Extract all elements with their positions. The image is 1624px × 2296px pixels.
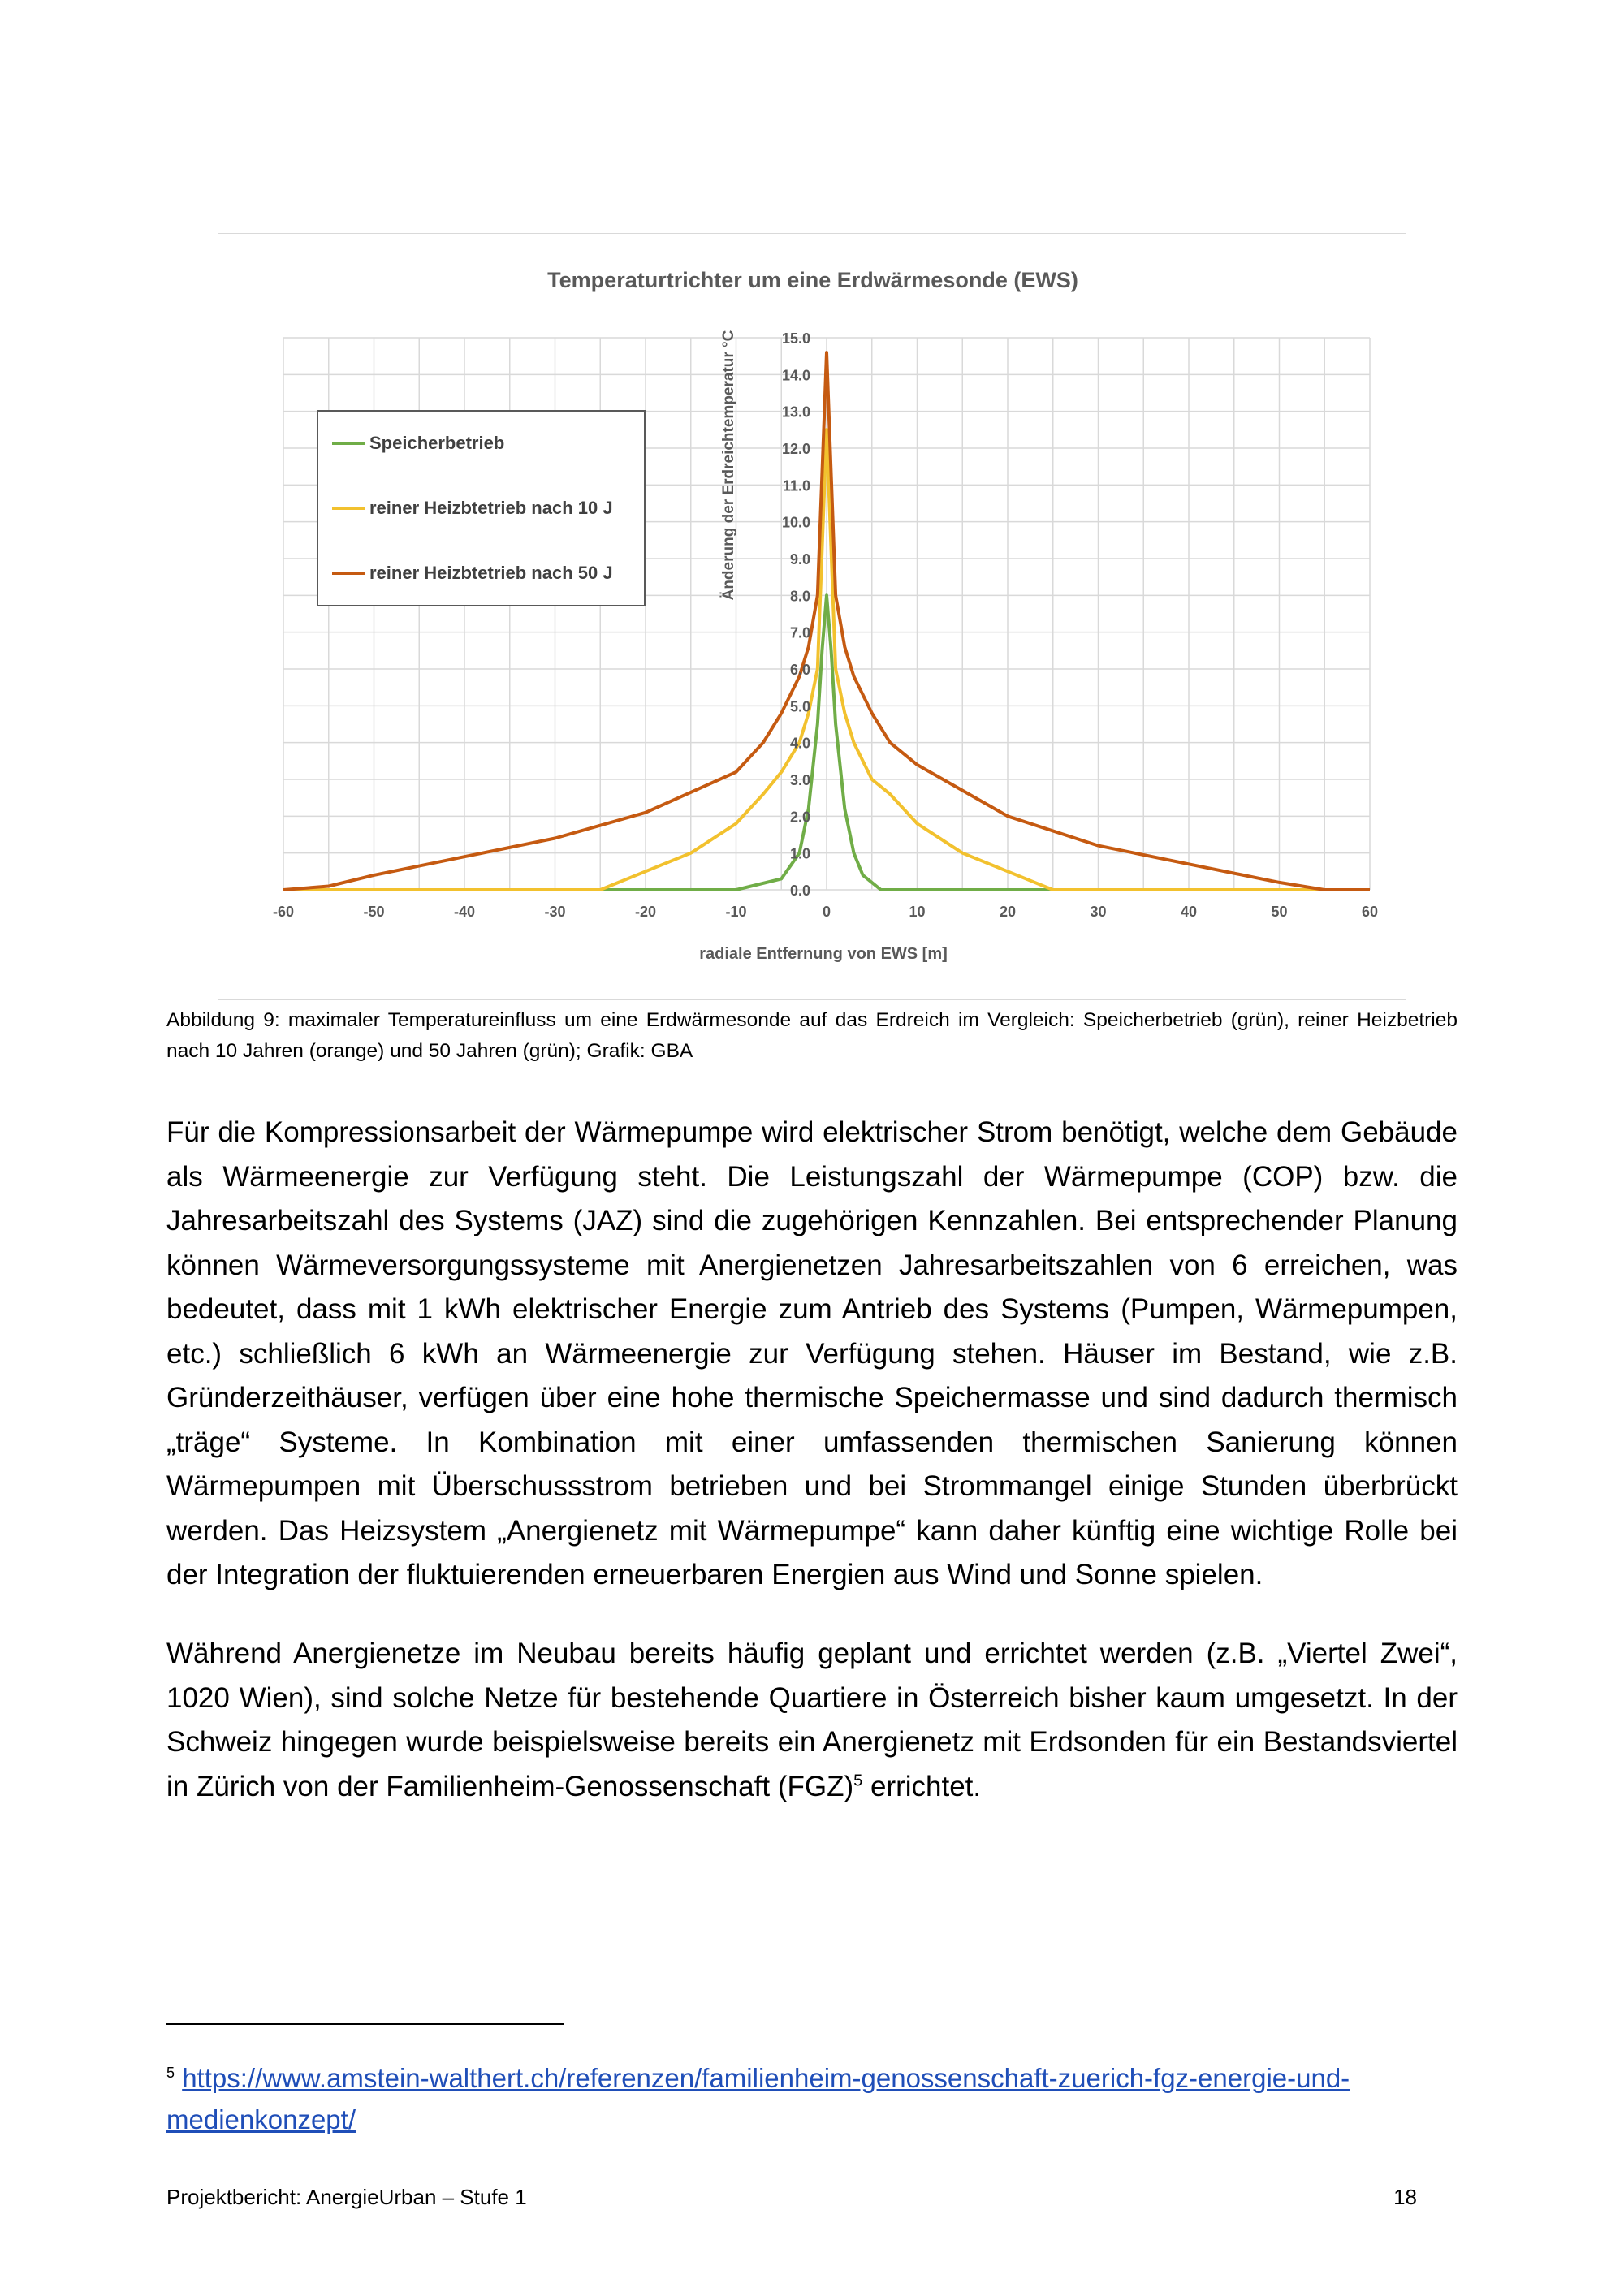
- legend-label-speicherbetrieb: Speicherbetrieb: [369, 433, 505, 453]
- y-tick-label: 10.0: [781, 514, 810, 531]
- footnote-link[interactable]: https://www.amstein-walthert.ch/referenzen/familienheim-genossenschaft-zuerich-fgz-energie-und-medienkonzept/: [166, 2063, 1350, 2134]
- y-tick-label: 2.0: [789, 809, 810, 826]
- x-tick-label: -40: [453, 904, 476, 920]
- x-tick-label: 10: [909, 904, 926, 920]
- page-footer: [166, 2182, 1417, 2212]
- x-tick-label: 40: [1180, 904, 1198, 920]
- footnote-separator: [166, 2023, 564, 2025]
- y-tick-label: 7.0: [789, 624, 810, 641]
- y-axis-label: Änderung der Erdreichtemperatur °C: [720, 330, 737, 601]
- y-tick-label: 14.0: [781, 367, 810, 384]
- chart-figure: [218, 233, 1406, 1000]
- y-tick-label: 12.0: [781, 441, 810, 457]
- x-tick-label: -50: [363, 904, 385, 920]
- x-tick-label: 50: [1271, 904, 1288, 920]
- figure-caption: Abbildung 9: maximaler Temperatureinfluss um eine Erdwärmesonde auf das Erdreich im Vergleich: Speicherbetrieb (grün), reiner Heizbetrieb nach 10 Jahren (orange) und 50 Jahren (grün); Grafik: GBA: [166, 1009, 1458, 1062]
- chart-legend: [317, 411, 645, 606]
- chart-title: Temperaturtrichter um eine Erdwärmesonde (EWS): [547, 268, 1078, 292]
- x-tick-label: -10: [725, 904, 747, 920]
- y-tick-label: 3.0: [789, 772, 810, 788]
- body-paragraph-2-tail: errichtet.: [862, 1770, 982, 1802]
- y-tick-label: 9.0: [789, 551, 810, 568]
- y-tick-label: 1.0: [789, 845, 810, 862]
- y-tick-label: 0.0: [789, 883, 810, 899]
- x-tick-label: -20: [634, 904, 657, 920]
- y-tick-label: 11.0: [782, 477, 810, 494]
- x-tick-label: -60: [272, 904, 295, 920]
- legend-label-heizbetrieb-10j: reiner Heizbtetrieb nach 10 J: [369, 498, 613, 518]
- footnote-reference: 5: [853, 1771, 863, 1789]
- legend-label-heizbetrieb-50j: reiner Heizbtetrieb nach 50 J: [369, 563, 613, 583]
- y-tick-label: 4.0: [789, 735, 810, 752]
- x-tick-label: 0: [822, 904, 831, 920]
- y-tick-label: 13.0: [781, 404, 810, 421]
- y-tick-label: 5.0: [789, 698, 810, 715]
- page-number: 18: [1393, 2185, 1417, 2209]
- x-tick-label: 30: [1090, 904, 1107, 920]
- footnote-number: 5: [166, 2065, 175, 2081]
- footer-report-title: Projektbericht: AnergieUrban – Stufe 1: [166, 2185, 527, 2209]
- x-tick-label: 60: [1361, 904, 1379, 920]
- body-paragraph-2: [166, 1632, 1458, 1809]
- y-tick-label: 8.0: [789, 588, 810, 605]
- x-axis-label: radiale Entfernung von EWS [m]: [699, 945, 948, 963]
- body-paragraph-2-text: Während Anergienetze im Neubau bereits häufig geplant und errichtet werden (z.B. „Viertel Zwei“, 1020 Wien), sind solche Netze für bestehende Quartiere in Österreich bisher kaum umgesetzt. In der Schweiz hingegen wurde beispielsweise bereits ein Anergienetz mit Erdsonden für ein Bestandsviertel in Zürich von der Familienheim-Genossenschaft (FGZ): [166, 1638, 1458, 1802]
- temperature-funnel-chart: [218, 234, 1407, 1001]
- x-tick-label: 20: [999, 904, 1017, 920]
- x-tick-label: -30: [544, 904, 566, 920]
- y-tick-label: 15.0: [781, 330, 810, 347]
- body-paragraph-1: Für die Kompressionsarbeit der Wärmepumpe wird elektrischer Strom benötigt, welche dem Gebäude als Wärmeenergie zur Verfügung steht. Die Leistungszahl der Wärmepumpe (COP) bzw. die Jahresarbeitszahl des Systems (JAZ) sind die zugehörigen Kennzahlen. Bei entsprechender Planung können Wärmeversorgungssysteme mit Anergienetzen Jahresarbeitszahlen von 6 erreichen, was bedeutet, dass mit 1 kWh elektrischer Energie zum Antrieb des Systems (Pumpen, Wärmepumpen, etc.) schließlich 6 kWh an Wärmeenergie zur Verfügung stehen. Häuser im Bestand, wie z.B. Gründerzeithäuser, verfügen über eine hohe thermische Speichermasse und sind dadurch thermisch „träge“ Systeme. In Kombination mit einer umfassenden thermischen Sanierung können Wärmepumpen mit Überschussstrom betrieben und bei Strommangel einige Stunden überbrückt werden. Das Heizsystem „Anergienetz mit Wärmepumpe“ kann daher künftig eine wichtige Rolle bei der Integration der fluktuierenden erneuerbaren Energien aus Wind und Sonne spielen.: [166, 1116, 1458, 1590]
- footnote: [166, 2057, 1458, 2140]
- y-tick-label: 6.0: [789, 662, 810, 678]
